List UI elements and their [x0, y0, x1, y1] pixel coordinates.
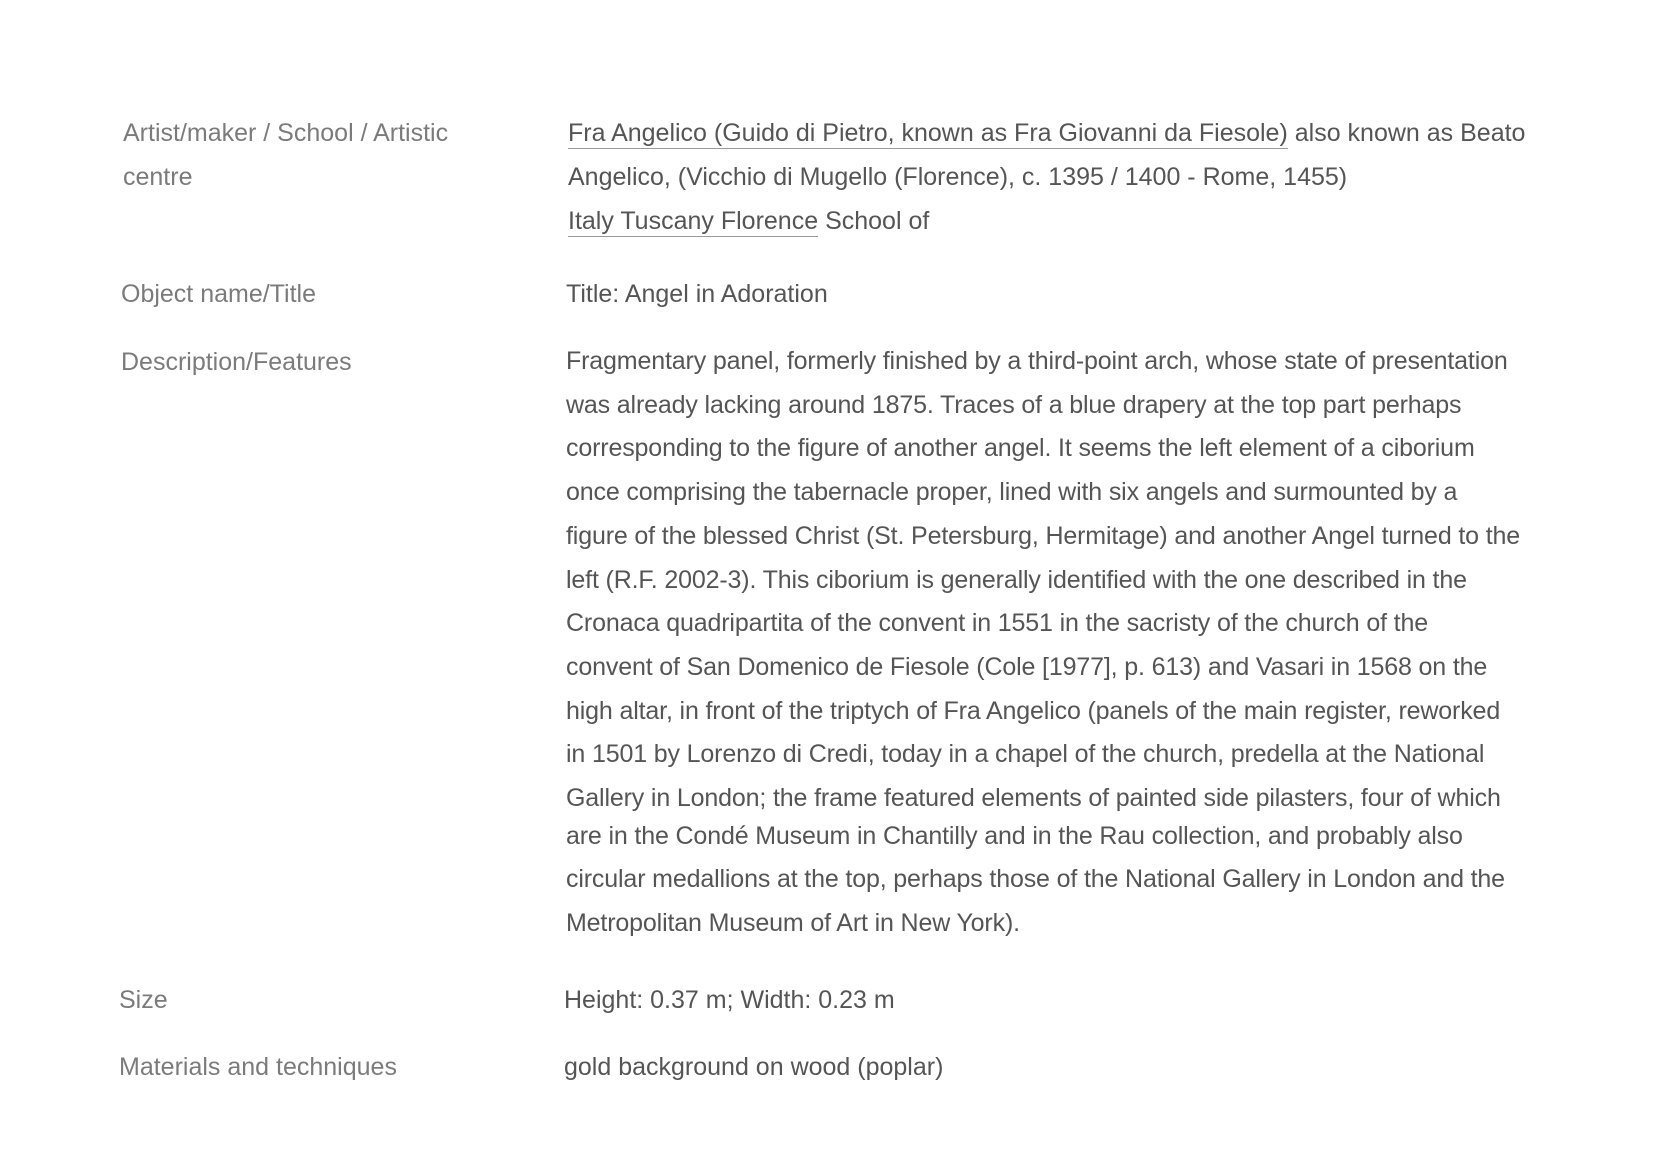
description-line: Cronaca quadripartita of the convent in 1551 in the sacristy of the church of the — [566, 609, 1428, 638]
description-line: circular medallions at the top, perhaps those of the National Gallery in London and the — [566, 865, 1505, 894]
description-line: Gallery in London; the frame featured elements of painted side pilasters, four of which — [566, 784, 1501, 813]
materials-value: gold background on wood (poplar) — [564, 1053, 944, 1081]
artist-label-line: Artist/maker / School / Artistic — [123, 119, 449, 147]
description-line: figure of the blessed Christ (St. Petersburg, Hermitage) and another Angel turned to the — [566, 521, 1521, 550]
artist-label-line: centre — [123, 163, 193, 191]
description-line: corresponding to the figure of another angel. It seems the left element of a ciborium — [566, 434, 1475, 463]
description-line: are in the Condé Museum in Chantilly and in the Rau collection, and probably also — [566, 821, 1463, 850]
title-value: Title: Angel in Adoration — [566, 280, 828, 308]
school-text: School of — [818, 207, 930, 235]
description-value — [566, 340, 1556, 946]
artist-label — [123, 111, 523, 199]
size-label: Size — [119, 986, 168, 1014]
school-line — [568, 199, 1558, 243]
description-line: left (R.F. 2002-3). This ciborium is generally identified with the one described in the — [566, 565, 1467, 594]
description-line: Metropolitan Museum of Art in New York). — [566, 909, 1020, 938]
description-line: high altar, in front of the triptych of Fra Angelico (panels of the main register, reworked — [566, 696, 1501, 725]
description-line: convent of San Domenico de Fiesole (Cole [1977], p. 613) and Vasari in 1568 on the — [566, 652, 1488, 681]
size-value: Height: 0.37 m; Width: 0.23 m — [564, 986, 895, 1014]
artist-link[interactable]: Fra Angelico (Guido di Pietro, known as Fra Giovanni da Fiesole) — [568, 119, 1288, 147]
description-label: Description/Features — [121, 348, 352, 376]
description-line: was already lacking around 1875. Traces of a blue drapery at the top part perhaps — [566, 390, 1462, 419]
description-line: once comprising the tabernacle proper, lined with six angels and surmounted by a — [566, 478, 1458, 507]
description-line: Fragmentary panel, formerly finished by a third-point arch, whose state of presentation — [566, 347, 1508, 375]
artist-alias-text: also known as Beato — [1287, 119, 1526, 147]
school-link[interactable]: Italy Tuscany Florence — [568, 207, 819, 235]
materials-label: Materials and techniques — [119, 1053, 397, 1081]
artist-value — [568, 111, 1558, 243]
title-label: Object name/Title — [121, 280, 316, 308]
artist-value-line — [568, 111, 1558, 155]
artist-dates-text: Angelico, (Vicchio di Mugello (Florence), c. 1395 / 1400 - Rome, 1455) — [568, 163, 1348, 191]
description-line: in 1501 by Lorenzo di Credi, today in a chapel of the church, predella at the National — [566, 740, 1485, 769]
